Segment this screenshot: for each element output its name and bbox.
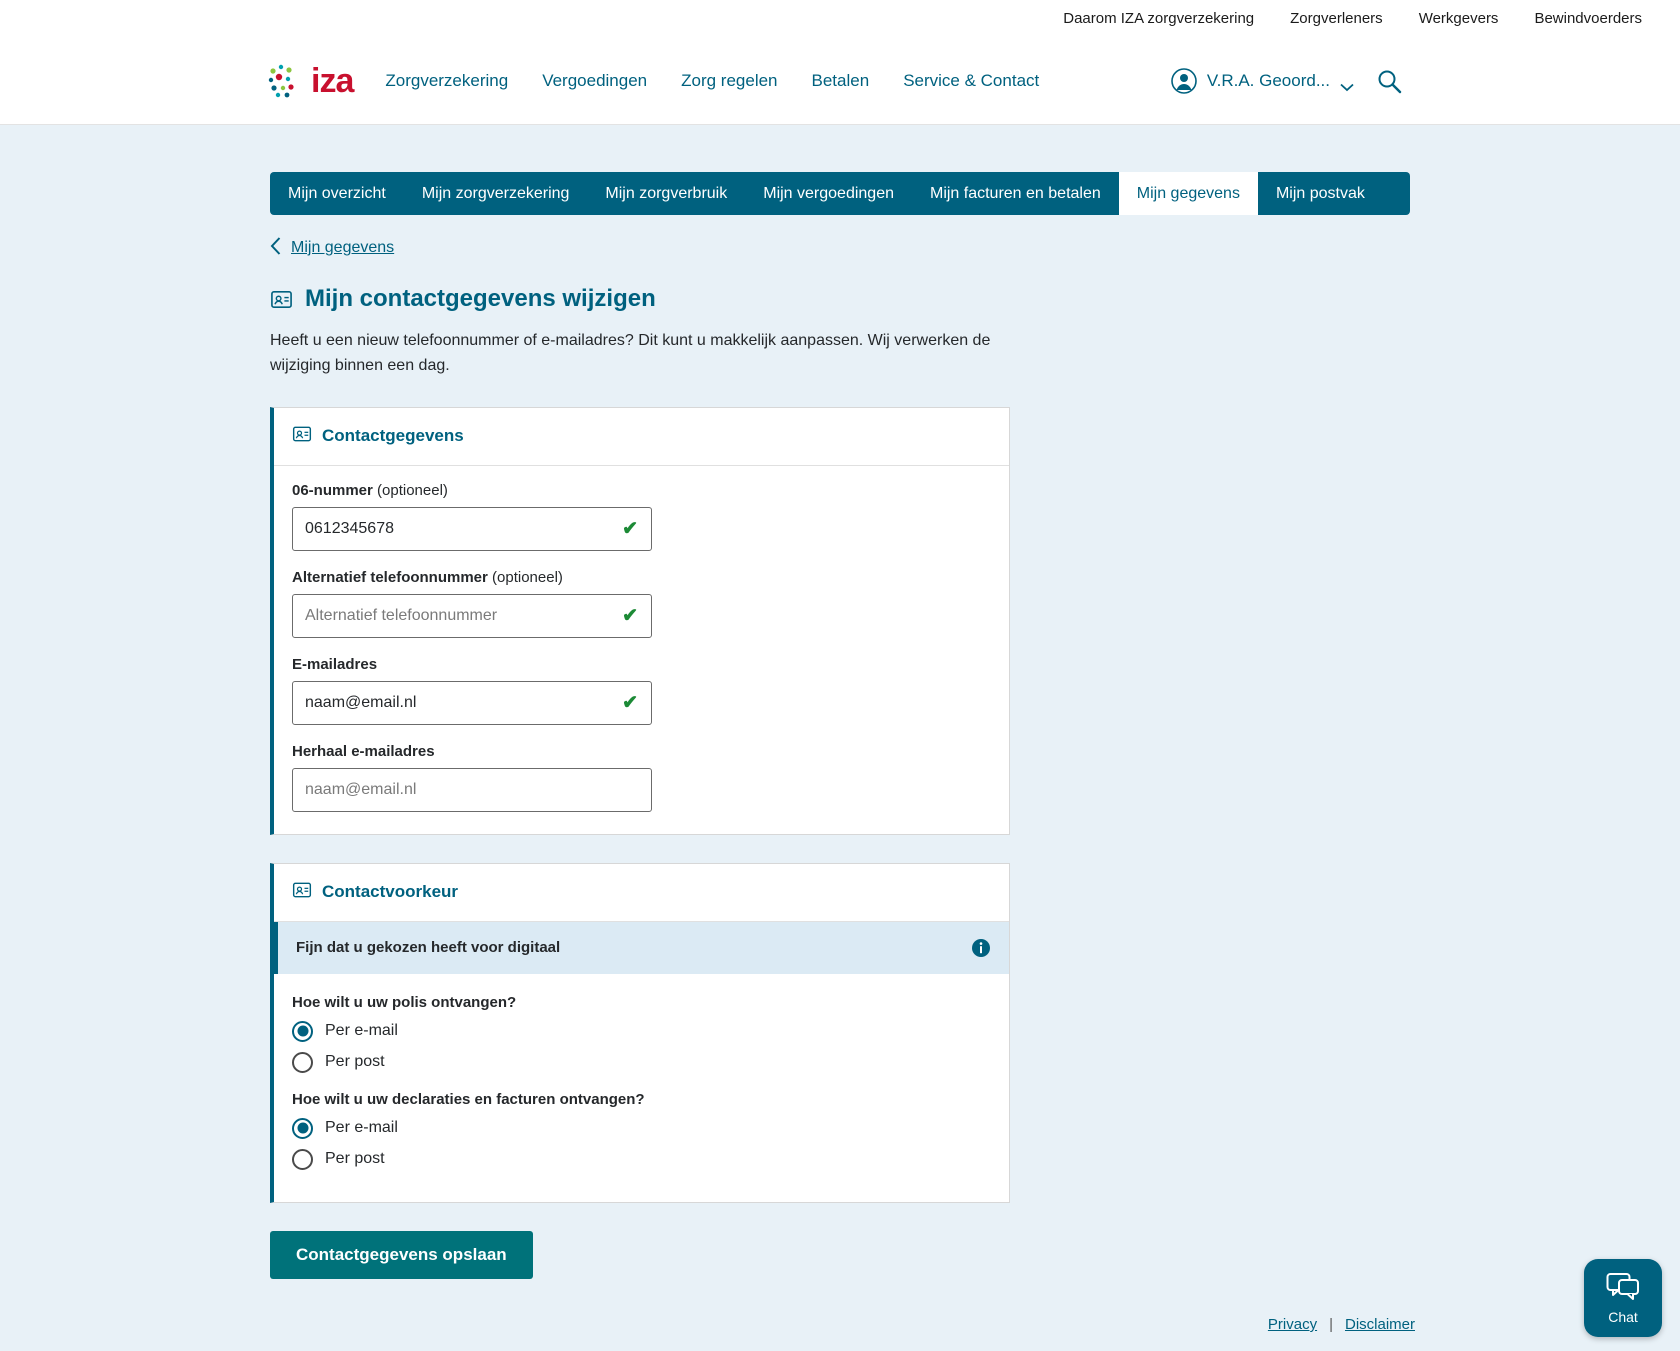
radio-declaraties-per-email-label: Per e-mail bbox=[325, 1119, 398, 1137]
input-e-mailadres[interactable] bbox=[292, 681, 652, 725]
main-nav bbox=[385, 71, 1039, 91]
avatar-icon bbox=[1171, 68, 1197, 94]
info-icon[interactable] bbox=[971, 938, 991, 958]
radio-polis-per-post[interactable] bbox=[292, 1052, 991, 1073]
label-06-nummer-optional: (optioneel) bbox=[372, 481, 448, 499]
radio-declaraties-per-post-label: Per post bbox=[325, 1150, 385, 1168]
utility-nav-item-daarom-iza[interactable]: Daarom IZA zorgverzekering bbox=[1063, 10, 1255, 27]
label-06-nummer bbox=[292, 482, 991, 499]
chat-widget-label: Chat bbox=[1608, 1308, 1638, 1325]
valid-check-icon: ✔ bbox=[622, 692, 638, 714]
question-declaraties-ontvangen: Hoe wilt u uw declaraties en facturen ontvangen? bbox=[292, 1090, 645, 1108]
input-alternatief-telefoonnummer[interactable] bbox=[292, 594, 652, 638]
nav-item-zorg-regelen[interactable]: Zorg regelen bbox=[681, 71, 778, 90]
contactgegevens-card bbox=[270, 407, 1010, 835]
contactvoorkeur-card-title: Contactvoorkeur bbox=[322, 882, 459, 902]
chat-widget-button[interactable] bbox=[1584, 1259, 1662, 1337]
content-container bbox=[270, 125, 1410, 1279]
page-title bbox=[270, 285, 1410, 313]
contactvoorkeur-card bbox=[270, 863, 1010, 1203]
page-title-text: Mijn contactgegevens wijzigen bbox=[305, 285, 656, 312]
question-polis-ontvangen: Hoe wilt u uw polis ontvangen? bbox=[292, 993, 517, 1011]
utility-nav-bar bbox=[0, 0, 1680, 38]
field-06-nummer bbox=[292, 507, 652, 551]
contactvoorkeur-card-header bbox=[274, 864, 1009, 922]
contact-card-icon bbox=[292, 424, 312, 449]
tab-mijn-zorgverbruik[interactable]: Mijn zorgverbruik bbox=[605, 184, 728, 202]
iza-logo[interactable] bbox=[265, 61, 353, 101]
user-name-label: V.R.A. Geoord... bbox=[1206, 71, 1330, 90]
chat-icon bbox=[1606, 1272, 1640, 1307]
input-06-nummer[interactable] bbox=[292, 507, 652, 551]
notice-text: Fijn dat u gekozen heeft voor digitaal bbox=[296, 939, 561, 957]
user-menu[interactable] bbox=[1171, 68, 1354, 94]
label-herhaal-e-mailadres bbox=[292, 743, 991, 760]
contactgegevens-card-body bbox=[274, 466, 1009, 834]
tab-mijn-postvak[interactable]: Mijn postvak bbox=[1275, 184, 1365, 202]
page-intro-text: Heeft u een nieuw telefoonnummer of e-mailadres? Dit kunt u makkelijk aanpassen. Wij verwerken de wijziging binnen een dag. bbox=[270, 332, 991, 374]
contact-card-icon bbox=[292, 880, 312, 905]
breadcrumb-link-mijn-gegevens[interactable]: Mijn gegevens bbox=[291, 239, 395, 256]
contactvoorkeur-card-body bbox=[274, 974, 1009, 1202]
label-alternatief-telefoonnummer bbox=[292, 569, 991, 586]
main-header bbox=[0, 38, 1680, 125]
breadcrumb bbox=[270, 237, 1410, 259]
account-tabs bbox=[270, 172, 1410, 215]
label-alternatief-telefoonnummer-text: Alternatief telefoonnummer bbox=[292, 568, 488, 586]
label-06-nummer-text: 06-nummer bbox=[292, 481, 373, 499]
radio-polis-per-email-label: Per e-mail bbox=[325, 1022, 398, 1040]
nav-item-betalen[interactable]: Betalen bbox=[811, 71, 870, 90]
tab-mijn-zorgverzekering[interactable]: Mijn zorgverzekering bbox=[421, 184, 570, 202]
contactgegevens-card-header bbox=[274, 408, 1009, 466]
contact-card-icon bbox=[270, 288, 293, 311]
chevron-down-icon[interactable] bbox=[1340, 77, 1354, 86]
radio-polis-per-email[interactable] bbox=[292, 1021, 991, 1042]
utility-nav-item-zorgverleners[interactable]: Zorgverleners bbox=[1290, 10, 1383, 27]
valid-check-icon: ✔ bbox=[622, 518, 638, 540]
field-herhaal-e-mailadres bbox=[292, 768, 652, 812]
radio-button-icon[interactable] bbox=[292, 1021, 313, 1042]
utility-nav-item-werkgevers[interactable]: Werkgevers bbox=[1418, 10, 1499, 27]
field-e-mailadres bbox=[292, 681, 652, 725]
radio-button-icon[interactable] bbox=[292, 1118, 313, 1139]
contactgegevens-card-title: Contactgegevens bbox=[322, 426, 464, 446]
radio-button-icon[interactable] bbox=[292, 1149, 313, 1170]
page-body bbox=[0, 125, 1680, 1351]
chevron-left-icon[interactable] bbox=[270, 237, 281, 259]
utility-nav-item-bewindvoerders[interactable]: Bewindvoerders bbox=[1534, 10, 1642, 27]
footer-link-privacy[interactable]: Privacy bbox=[1267, 1316, 1318, 1333]
nav-item-service-contact[interactable]: Service & Contact bbox=[903, 71, 1040, 90]
header-right bbox=[1171, 68, 1402, 94]
search-icon[interactable] bbox=[1376, 68, 1402, 94]
label-alternatief-telefoonnummer-optional: (optioneel) bbox=[487, 568, 563, 586]
input-herhaal-e-mailadres[interactable] bbox=[292, 768, 652, 812]
label-herhaal-e-mailadres-text: Herhaal e-mailadres bbox=[292, 742, 435, 760]
radio-polis-per-post-label: Per post bbox=[325, 1053, 385, 1071]
footer-separator: | bbox=[1329, 1316, 1333, 1333]
field-alternatief-telefoonnummer bbox=[292, 594, 652, 638]
tab-mijn-overzicht[interactable]: Mijn overzicht bbox=[288, 184, 386, 202]
nav-item-vergoedingen[interactable]: Vergoedingen bbox=[542, 71, 648, 90]
radio-declaraties-per-email[interactable] bbox=[292, 1118, 991, 1139]
tab-mijn-gegevens[interactable]: Mijn gegevens bbox=[1119, 172, 1258, 215]
footer-link-disclaimer[interactable]: Disclaimer bbox=[1344, 1316, 1415, 1333]
tab-mijn-facturen-en-betalen[interactable]: Mijn facturen en betalen bbox=[929, 184, 1101, 202]
radio-declaraties-per-post[interactable] bbox=[292, 1149, 991, 1170]
save-contactgegevens-button[interactable]: Contactgegevens opslaan bbox=[270, 1231, 533, 1279]
logo-wordmark: iza bbox=[311, 62, 354, 100]
label-e-mailadres-text: E-mailadres bbox=[292, 655, 378, 673]
digital-preference-notice bbox=[274, 922, 1009, 974]
label-e-mailadres bbox=[292, 656, 991, 673]
logo-dots-icon bbox=[265, 61, 305, 101]
tab-mijn-vergoedingen[interactable]: Mijn vergoedingen bbox=[763, 184, 894, 202]
footer-links bbox=[1268, 1316, 1415, 1333]
radio-button-icon[interactable] bbox=[292, 1052, 313, 1073]
nav-item-zorgverzekering[interactable]: Zorgverzekering bbox=[385, 71, 509, 90]
valid-check-icon: ✔ bbox=[622, 605, 638, 627]
